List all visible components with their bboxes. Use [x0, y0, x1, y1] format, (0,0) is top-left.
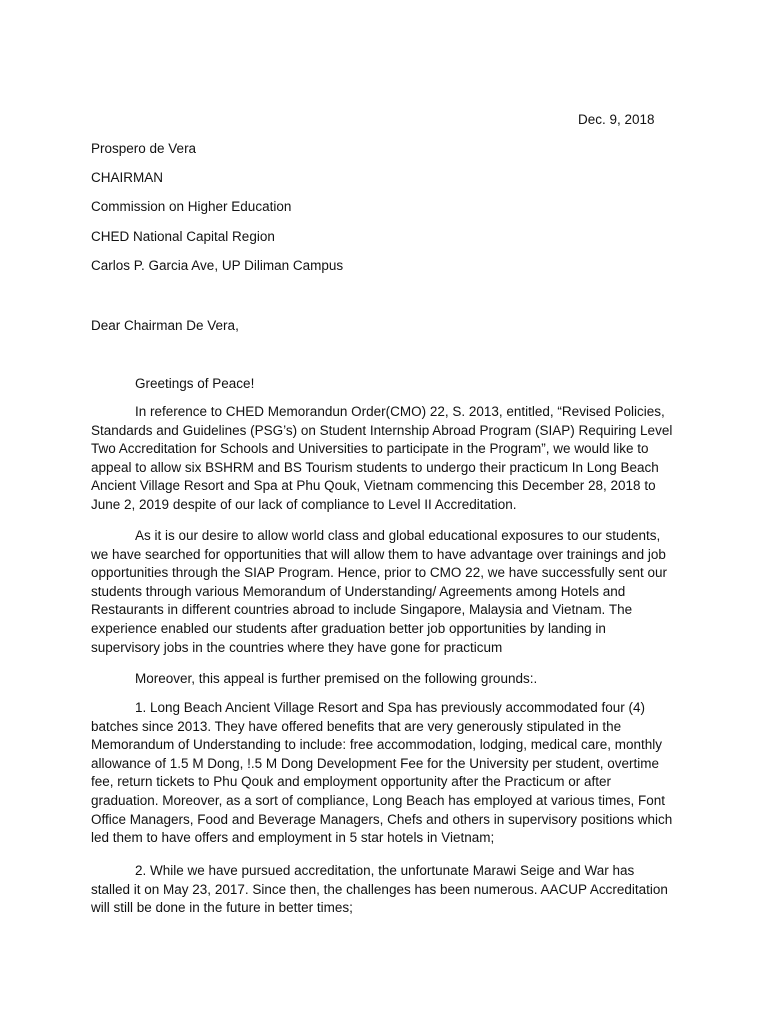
paragraph-ground-2	[91, 862, 676, 918]
paragraph-ground-1	[91, 699, 676, 848]
paragraph-text: In reference to CHED Memorandun Order(CMO) 22, S. 2013, entitled, “Revised Policies, Standards and Guidelines (PSG’s) on Student Internship Abroad Program (SIAP) Requiring Level Two Accreditation for Schools and Universities to participate in the Program”, we would like to appeal to allow six BSHRM and BS Tourism students to undergo their practicum In Long Beach Ancient Village Resort and Spa at Phu Qouk, Vietnam commencing this December 28, 2018 to June 2, 2019 despite of our lack of compliance to Level II Accreditation.	[91, 404, 673, 512]
letter-date: Dec. 9, 2018	[578, 112, 655, 127]
paragraph-text: 2. While we have pursued accreditation, the unfortunate Marawi Seige and War has stalled it on May 23, 2017. Since then, the challenges has been numerous. AACUP Accreditation will still be done in the future in better times;	[91, 863, 668, 916]
paragraph-grounds-intro	[91, 670, 676, 689]
recipient-office: CHED National Capital Region	[91, 229, 275, 244]
paragraph-greeting	[91, 375, 676, 394]
salutation: Dear Chairman De Vera,	[91, 318, 239, 333]
paragraph-desire	[91, 527, 676, 657]
paragraph-reference	[91, 403, 676, 515]
recipient-address: Carlos P. Garcia Ave, UP Diliman Campus	[91, 258, 344, 273]
paragraph-text: As it is our desire to allow world class and global educational exposures to our students, we have searched for opportunities that will allow them to have advantage over trainings and job opportunities through the SIAP Program. Hence, prior to CMO 22, we have successfully sent our students through various Memorandum of Understanding/ Agreements among Hotels and Restaurants in different countries abroad to include Singapore, Malaysia and Vietnam. The experience enabled our students after graduation better job opportunities by landing in supervisory jobs in the countries where they have gone for practicum	[91, 528, 668, 655]
paragraph-text: Greetings of Peace!	[135, 376, 255, 391]
paragraph-text: Moreover, this appeal is further premised on the following grounds:.	[135, 671, 538, 686]
recipient-organization: Commission on Higher Education	[91, 199, 292, 214]
recipient-name: Prospero de Vera	[91, 141, 197, 156]
paragraph-text: 1. Long Beach Ancient Village Resort and Spa has previously accommodated four (4) batches since 2013. They have offered benefits that are very generously stipulated in the Memorandum of Understanding to include: free accommodation, lodging, medical care, monthly allowance of 1.5 M Dong, !.5 M Dong Development Fee for the University per student, overtime fee, return tickets to Phu Qouk and employment opportunity after the Practicum or after graduation. Moreover, as a sort of compliance, Long Beach has employed at various times, Font Office Managers, Food and Beverage Managers, Chefs and others in supervisory positions which led them to have offers and employment in 5 star hotels in Vietnam;	[91, 700, 673, 846]
recipient-title: CHAIRMAN	[91, 170, 164, 185]
